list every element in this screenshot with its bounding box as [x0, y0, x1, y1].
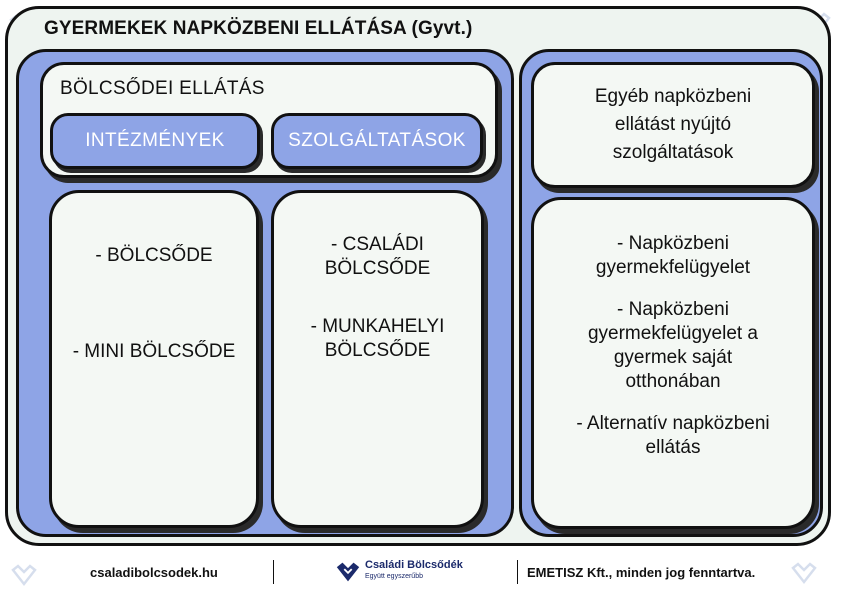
hands-heart-icon: [335, 558, 361, 584]
other-services-header: Egyéb napközbeni ellátást nyújtó szolgáltatások: [594, 86, 752, 163]
list-item: - Napközbeni gyermekfelügyelet: [595, 233, 751, 278]
intezmenyek-pill: INTÉZMÉNYEK: [50, 113, 260, 169]
footer-copyright: EMETISZ Kft., minden jog fenntartva.: [527, 565, 756, 580]
diagram-title: GYERMEKEK NAPKÖZBENI ELLÁTÁSA (Gyvt.): [44, 18, 473, 39]
szolgaltatasok-pill: SZOLGÁLTATÁSOK: [271, 113, 483, 169]
list-item: - CSALÁDI BÖLCSŐDE: [324, 234, 431, 279]
services-list: [271, 190, 484, 528]
list-item: - MUNKAHELYI BÖLCSŐDE: [310, 316, 445, 361]
list-item: - Alternatív napközbeni ellátás: [576, 413, 770, 458]
logo-name: Családi Bölcsődék: [365, 559, 463, 571]
footer-divider: [273, 560, 274, 584]
footer-logo: [335, 558, 463, 584]
list-item: - BÖLCSŐDE: [95, 245, 213, 266]
watermark-hands-icon: [10, 560, 38, 588]
institutions-list: [49, 190, 259, 528]
other-services-header-box: [531, 62, 815, 188]
logo-tagline: Együtt egyszerűbb: [365, 573, 423, 580]
list-item: - MINI BÖLCSŐDE: [72, 341, 236, 362]
footer-divider: [517, 560, 518, 584]
other-services-list: [531, 197, 815, 529]
bolcsodei-ellatas-title: BÖLCSŐDEI ELLÁTÁS: [60, 78, 265, 99]
footer-website[interactable]: csaladibolcsodek.hu: [90, 565, 218, 580]
list-item: - Napközbeni gyermekfelügyelet a gyermek saját otthonában: [587, 299, 759, 392]
watermark-hands-icon: [790, 558, 818, 586]
